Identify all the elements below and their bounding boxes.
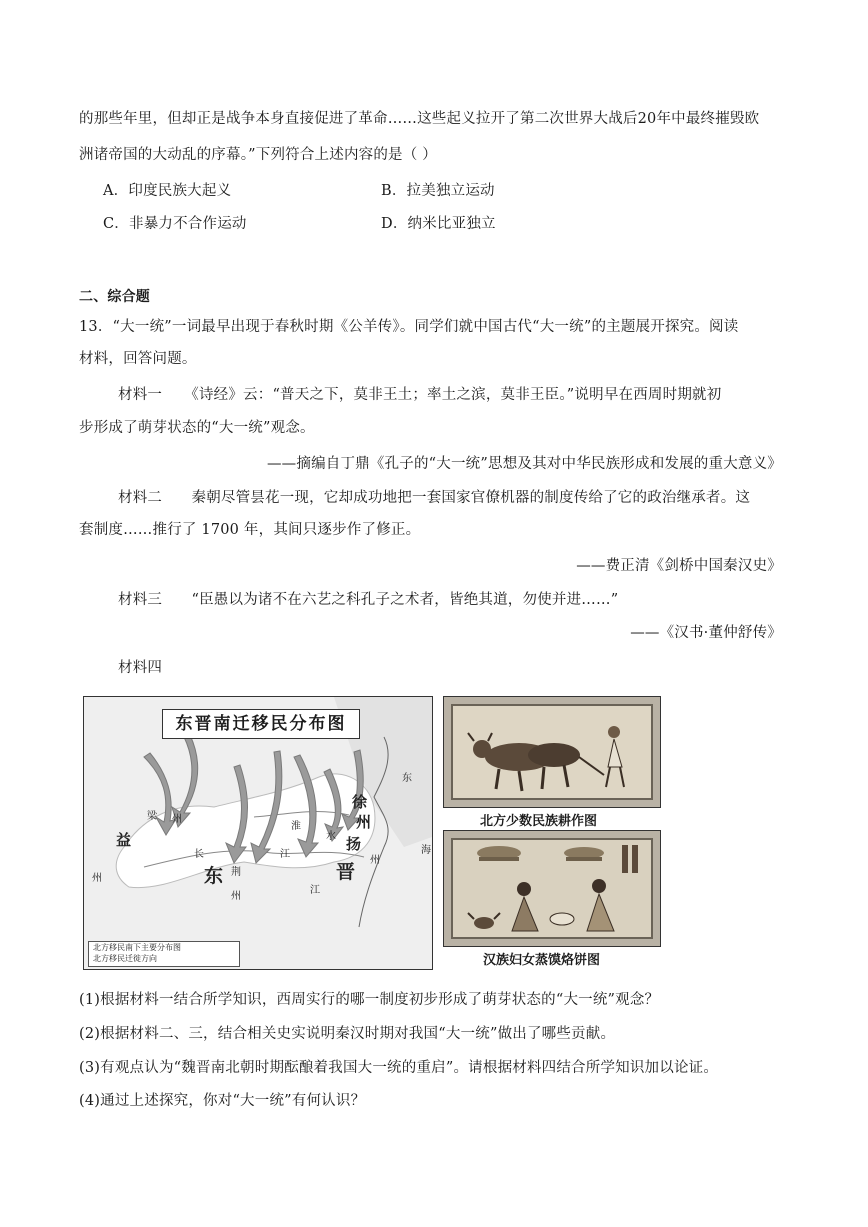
map-label: 海: [421, 845, 431, 856]
migration-map: [83, 696, 433, 970]
material-2-text: 套制度……推行了 1700 年，其间只逐步作了修正。: [79, 522, 421, 538]
map-label: 长: [194, 849, 204, 860]
map-label: 州: [356, 813, 372, 831]
question-text-line: 洲诸帝国的大动乱的序幕。”下列符合上述内容的是（ ）: [79, 147, 437, 163]
material-3-text: 材料三 “臣愚以为诸不在六艺之科孔子之术者，皆绝其道，勿使并进……”: [118, 592, 619, 608]
material-1-text: 步形成了萌芽状态的“大一统”观念。: [79, 420, 315, 436]
legend-item: 北方移民南下主要分布图: [93, 943, 181, 952]
map-label: 水: [326, 831, 336, 842]
material-1-source: ——摘编自丁鼎《孔子的“大一统”思想及其对中华民族形成和发展的重大意义》: [266, 456, 782, 472]
option-c: C．非暴力不合作运动: [103, 216, 247, 232]
legend-item: 北方移民迁徙方向: [93, 954, 157, 963]
cooking-mural-caption: 汉族妇女蒸馍烙饼图: [483, 953, 601, 968]
sub-question-3: (3)有观点认为“魏晋南北朝时期酝酿着我国大一统的重启”。请根据材料四结合所学知识加以论证。: [79, 1060, 719, 1076]
cooking-mural-graphic: [444, 831, 660, 946]
question-intro: 材料，回答问题。: [79, 351, 197, 367]
map-label: 州: [370, 855, 380, 866]
map-label: 徐: [352, 793, 368, 811]
map-legend: [88, 941, 240, 967]
material-1-text: 材料一 《诗经》云：“普天之下，莫非王土；率土之滨，莫非王臣。”说明早在西周时期就初: [118, 387, 722, 403]
sub-question-1: (1)根据材料一结合所学知识，西周实行的哪一制度初步形成了萌芽状态的“大一统”观念？: [79, 992, 660, 1008]
question-intro: 13．“大一统”一词最早出现于春秋时期《公羊传》。同学们就中国古代“大一统”的主题展开探究。阅读: [79, 319, 739, 335]
farming-mural-image: [443, 696, 661, 808]
option-a: A．印度民族大起义: [103, 183, 232, 199]
map-label: 扬: [346, 835, 362, 853]
question-text-line: 的那些年里，但却正是战争本身直接促进了革命……这些起义拉开了第二次世界大战后20年中最终摧毁欧: [79, 111, 760, 127]
map-label: 益: [116, 831, 132, 849]
option-b: B．拉美独立运动: [381, 183, 495, 199]
map-title: 东晋南迁移民分布图: [162, 709, 360, 739]
material-2-source: ——费正清《剑桥中国秦汉史》: [576, 558, 782, 574]
sub-question-4: (4)通过上述探究，你对“大一统”有何认识？: [79, 1093, 366, 1109]
section-title: 二、综合题: [79, 289, 150, 305]
farming-mural-caption: 北方少数民族耕作图: [480, 814, 598, 829]
map-label: 州: [172, 814, 182, 825]
option-d: D．纳米比亚独立: [381, 216, 496, 232]
map-label: 江: [310, 885, 320, 896]
map-label: 江: [280, 849, 290, 860]
material-4-label: 材料四: [118, 660, 163, 676]
cooking-mural-image: [443, 830, 661, 947]
map-label: 荆: [231, 867, 241, 878]
material-2-text: 材料二 秦朝尽管昙花一现，它却成功地把一套国家官僚机器的制度传给了它的政治继承者。这: [118, 490, 751, 506]
map-label: 州: [231, 891, 241, 902]
farming-mural-graphic: [444, 697, 660, 807]
map-label: 淮: [291, 821, 301, 832]
map-label: 晋: [336, 861, 356, 883]
map-label: 东: [402, 773, 412, 784]
sub-question-2: (2)根据材料二、三，结合相关史实说明秦汉时期对我国“大一统”做出了哪些贡献。: [79, 1026, 616, 1042]
map-label: 梁: [147, 811, 157, 822]
map-label: 东: [204, 865, 224, 887]
map-label: 州: [92, 873, 102, 884]
material-3-source: ——《汉书·董仲舒传》: [630, 625, 782, 641]
